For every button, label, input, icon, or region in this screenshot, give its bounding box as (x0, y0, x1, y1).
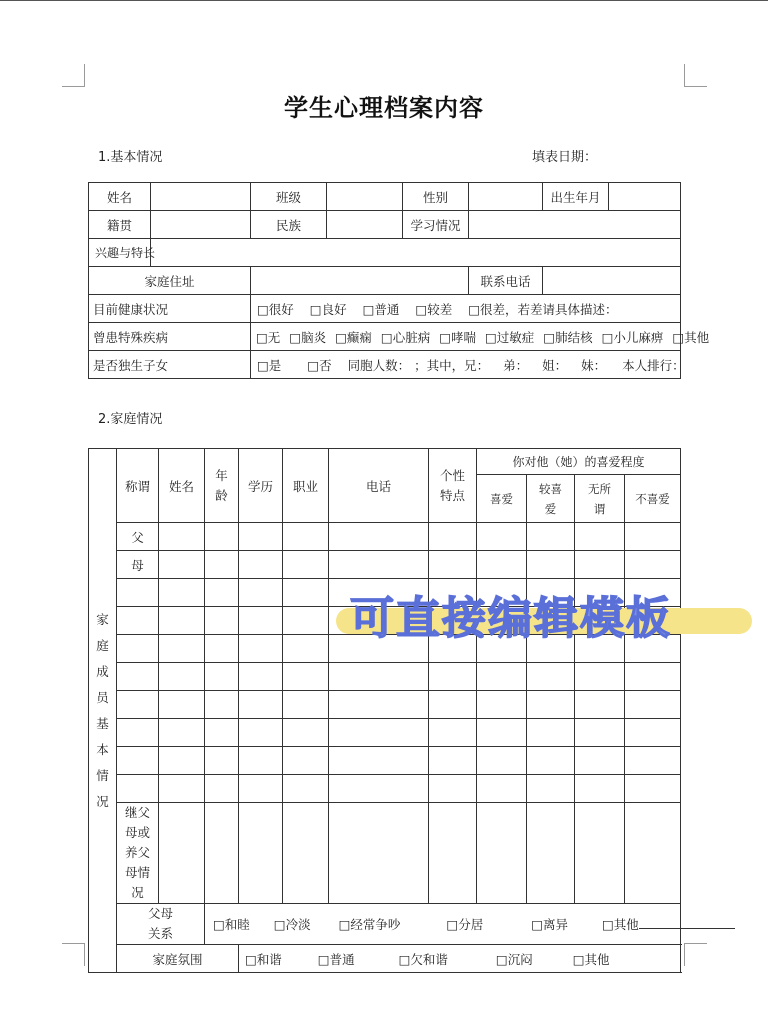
atmosphere-options (239, 945, 681, 973)
brother-older-label: ；其中，兄： (414, 357, 490, 373)
hobby-label: 兴趣与特长 (89, 239, 151, 267)
origin-label: 籍贯 (89, 211, 151, 239)
mother-label: 母 (117, 551, 159, 579)
family-side-label: 家 庭 成 员 基 本 情 况 (89, 449, 117, 973)
step-parent-label: 继父 母或 养父 母情 况 (117, 803, 159, 904)
parent-relation-option[interactable]: □离异 (531, 917, 568, 932)
table-row (89, 775, 681, 803)
parent-relation-label: 父母 关系 (117, 904, 205, 945)
parent-relation-row (89, 904, 681, 945)
gender-label: 性别 (403, 183, 469, 211)
name-field[interactable] (151, 183, 251, 211)
header-love-group: 你对他（她）的喜爱程度 (477, 449, 681, 475)
name-label: 姓名 (89, 183, 151, 211)
hobby-field[interactable] (151, 239, 681, 267)
header-somewhat-love: 较喜 爱 (527, 475, 575, 523)
class-label: 班级 (251, 183, 327, 211)
atmosphere-option[interactable]: □和谐 (245, 951, 282, 967)
other-fill-line[interactable] (639, 918, 735, 929)
phone-label: 联系电话 (469, 267, 543, 295)
atmosphere-row (89, 945, 681, 973)
table-row (89, 691, 681, 719)
crop-mark-top-left (62, 64, 85, 87)
birth-order-label: 本人排行： (622, 357, 685, 373)
study-label: 学习情况 (403, 211, 469, 239)
ethnicity-field[interactable] (327, 211, 403, 239)
sister-older-label: 姐： (542, 357, 568, 373)
header-love: 喜爱 (477, 475, 527, 523)
disease-option[interactable]: □哮喘 (439, 329, 476, 345)
birth-field[interactable] (609, 183, 681, 211)
health-option[interactable]: □很好 (257, 301, 294, 317)
health-option[interactable]: □较差 (415, 301, 453, 317)
address-field[interactable] (251, 267, 469, 295)
atmosphere-option[interactable]: □沉闷 (495, 951, 533, 967)
sister-younger-label: 妹： (581, 357, 607, 373)
ethnicity-label: 民族 (251, 211, 327, 239)
editable-template-watermark (336, 582, 752, 646)
parent-relation-option[interactable]: □经常争吵 (338, 917, 401, 932)
father-label: 父 (117, 523, 159, 551)
table-row (89, 551, 681, 579)
brother-younger-label: 弟： (503, 357, 529, 373)
fill-date-label: 填表日期： (532, 150, 598, 165)
disease-option[interactable]: □过敏症 (484, 329, 535, 345)
disease-option[interactable]: □肺结核 (543, 329, 593, 345)
header-personality: 个性 特点 (429, 449, 477, 523)
step-parent-row (89, 803, 681, 904)
crop-mark-top-right (684, 64, 707, 87)
watermark-text: 可直接编辑模板 (350, 593, 672, 644)
table-row (89, 719, 681, 747)
disease-option[interactable]: □脑炎 (289, 329, 327, 345)
parent-relation-option[interactable]: □分居 (446, 917, 484, 932)
family-info-table (88, 448, 681, 973)
only-child-option-no[interactable]: □否 (307, 357, 332, 373)
phone-field[interactable] (543, 267, 681, 295)
top-border-line (0, 0, 768, 1)
header-relation: 称谓 (117, 449, 159, 523)
health-option[interactable]: □普通 (362, 301, 400, 317)
origin-field[interactable] (151, 211, 251, 239)
header-phone: 电话 (329, 449, 429, 523)
section-family-heading: 2.家庭情况 (98, 412, 163, 427)
header-dislike: 不喜爱 (625, 475, 681, 523)
header-indifferent: 无所 谓 (575, 475, 625, 523)
parent-relation-options (205, 904, 681, 945)
birth-label: 出生年月 (543, 183, 609, 211)
atmosphere-option[interactable]: □其他 (572, 951, 610, 967)
health-options (251, 295, 681, 323)
page-title: 学生心理档案内容 (284, 93, 484, 122)
basic-info-table (88, 182, 710, 379)
table-row (89, 663, 681, 691)
crop-mark-bottom-left (62, 943, 85, 966)
table-row (89, 523, 681, 551)
health-option[interactable]: □良好 (309, 301, 347, 317)
header-name: 姓名 (159, 449, 205, 523)
disease-option[interactable]: □癫痫 (335, 329, 372, 345)
atmosphere-option[interactable]: □欠和谐 (398, 951, 448, 967)
disease-option[interactable]: □无 (256, 329, 281, 345)
health-option[interactable]: □很差，若差请具体描述： (468, 301, 618, 317)
only-child-options (251, 351, 685, 379)
study-field[interactable] (469, 211, 681, 239)
class-field[interactable] (327, 183, 403, 211)
disease-option[interactable]: □心脏病 (380, 329, 431, 345)
address-label: 家庭住址 (89, 267, 251, 295)
header-education: 学历 (239, 449, 283, 523)
crop-mark-bottom-right (684, 943, 707, 966)
parent-relation-option[interactable]: □和睦 (213, 917, 250, 932)
health-label: 目前健康状况 (89, 295, 251, 323)
disease-option[interactable]: □其他 (672, 329, 710, 345)
sibling-count-label: 同胞人数： (347, 357, 411, 373)
disease-label: 曾患特殊疾病 (89, 323, 251, 351)
header-job: 职业 (283, 449, 329, 523)
parent-relation-option[interactable]: □其他 (601, 917, 639, 932)
header-age: 年 龄 (205, 449, 239, 523)
table-row (89, 747, 681, 775)
gender-field[interactable] (469, 183, 543, 211)
parent-relation-option[interactable]: □冷淡 (273, 917, 311, 932)
disease-options (251, 323, 710, 351)
atmosphere-label: 家庭氛围 (117, 945, 239, 973)
disease-option[interactable]: □小儿麻痹 (601, 329, 664, 345)
only-child-option-yes[interactable]: □是 (257, 357, 282, 373)
only-child-label: 是否独生子女 (89, 351, 251, 379)
atmosphere-option[interactable]: □普通 (317, 951, 355, 967)
section-basic-heading: 1.基本情况 (98, 150, 163, 165)
